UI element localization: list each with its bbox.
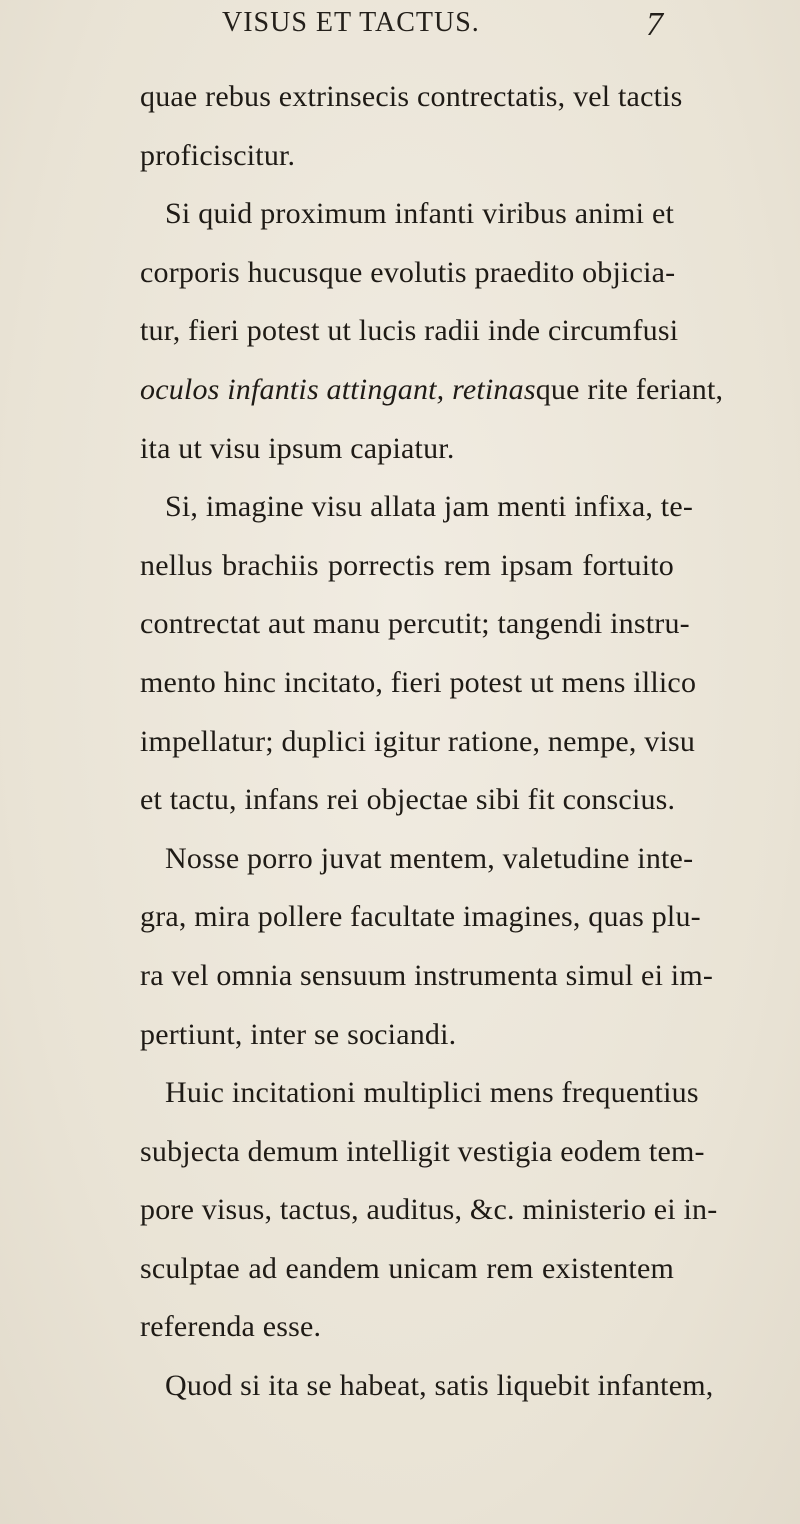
paragraph-start-line: Nosse porro juvat mentem, valetudine inte- (165, 841, 694, 875)
text-line: referenda esse. (140, 1310, 322, 1344)
paragraph-start-line: Quod si ita se habeat, satis liquebit infantem, (165, 1369, 714, 1403)
paragraph-start-line: Huic incitationi multiplici mens frequentius (165, 1076, 699, 1110)
text-line: quae rebus extrinsecis contrectatis, vel tactis (140, 80, 683, 113)
text-line: pertiunt, inter se sociandi. (140, 1017, 457, 1051)
italic-fragment: oculos infantis attingant, retinas (140, 372, 536, 406)
text-line: corporis hucusque evolutis praedito objicia- (140, 255, 676, 289)
text-line: contrectat aut manu percutit; tangendi instru- (140, 607, 690, 641)
text-line: nellus brachiis porrectis rem ipsam fortuito (140, 548, 674, 582)
running-head (0, 6, 800, 48)
running-title: VISUS ET TACTUS. (222, 7, 480, 38)
text-line-with-italic (140, 361, 724, 420)
text-line: pore visus, tactus, auditus, &c. ministerio ei in- (140, 1193, 718, 1227)
text-line: mento hinc incitato, fieri potest ut mens illico (140, 665, 697, 699)
text-line: proficiscitur. (140, 138, 296, 172)
text-line: subjecta demum intelligit vestigia eodem tem- (140, 1134, 705, 1168)
paragraph-start-line: Si, imagine visu allata jam menti infixa, te- (165, 490, 694, 524)
text-line: ra vel omnia sensuum instrumenta simul ei im- (140, 958, 714, 992)
paragraph-start-line: Si quid proximum infanti viribus animi et (165, 197, 674, 231)
text-line: sculptae ad eandem unicam rem existentem (140, 1251, 674, 1285)
text-line: tur, fieri potest ut lucis radii inde circumfusi (140, 314, 679, 348)
body-text (140, 68, 724, 1416)
text-line: ita ut visu ipsum capiatur. (140, 431, 455, 465)
text-line: et tactu, infans rei objectae sibi fit conscius. (140, 783, 676, 817)
text-line: impellatur; duplici igitur ratione, nempe, visu (140, 724, 696, 758)
page-number: 7 (646, 6, 663, 43)
text-line: gra, mira pollere facultate imagines, quas plu- (140, 900, 701, 934)
plain-fragment: que rite feriant, (535, 372, 724, 406)
